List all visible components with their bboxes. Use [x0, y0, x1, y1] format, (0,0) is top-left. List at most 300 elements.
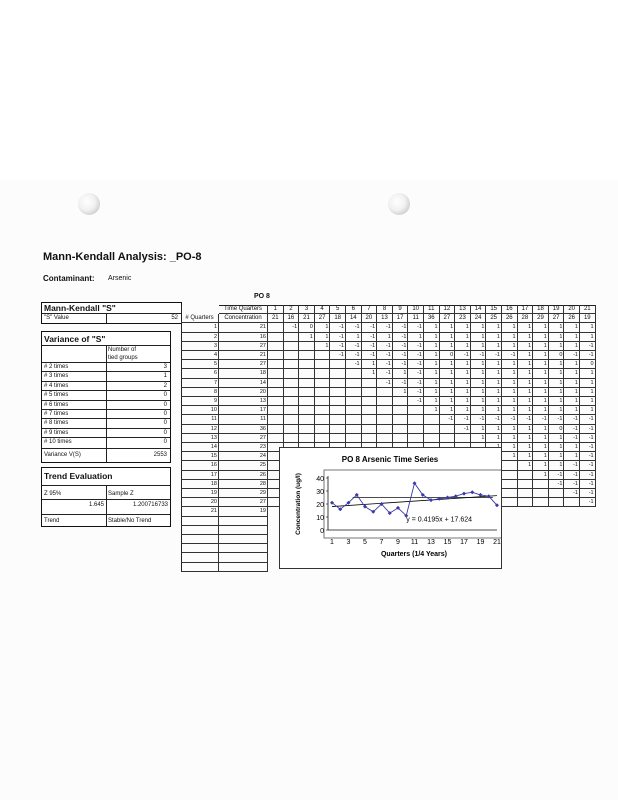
comparison-cell	[346, 406, 362, 415]
comparison-cell: 1	[580, 406, 596, 415]
mann-kendall-s-box	[41, 302, 182, 324]
concentration-cell: 26	[219, 471, 268, 480]
variance-row-value: 0	[163, 392, 167, 399]
comparison-cell: 1	[486, 369, 502, 378]
comparison-cell	[315, 425, 331, 434]
quarter-number-cell: 6	[181, 369, 219, 378]
chart-title: PO 8 Arsenic Time Series	[341, 455, 439, 464]
comparison-cell: -1	[580, 452, 596, 461]
variance-row-label: # 3 times	[44, 373, 69, 380]
quarter-number-cell: 7	[181, 379, 219, 388]
variance-row-label: # 6 times	[44, 401, 69, 408]
comparison-cell: 1	[315, 342, 331, 351]
comparison-cell	[268, 360, 284, 369]
comparison-cell	[377, 415, 393, 424]
comparison-cell: 1	[455, 379, 471, 388]
variance-value: 2553	[153, 452, 167, 458]
comparison-cell	[346, 415, 362, 424]
comparison-cell: 1	[518, 351, 534, 360]
comparison-cell: -1	[346, 360, 362, 369]
page-top-blank	[0, 0, 618, 180]
comparison-cell: 1	[502, 434, 518, 443]
comparison-cell: -1	[580, 425, 596, 434]
comparison-cell: 1	[533, 406, 549, 415]
comparison-cell	[377, 388, 393, 397]
s-value-label: "S" Value	[44, 315, 69, 321]
time-quarter-col-header: 12	[440, 305, 456, 314]
comparison-cell: 1	[564, 323, 580, 332]
concentration-col-header: 27	[315, 314, 331, 323]
well-label: PO 8	[254, 293, 270, 300]
comparison-cell	[299, 360, 315, 369]
concentration-col-header: 21	[268, 314, 284, 323]
comparison-cell: 1	[518, 369, 534, 378]
comparison-cell	[518, 489, 534, 498]
comparison-cell	[268, 379, 284, 388]
comparison-cell	[284, 351, 300, 360]
comparison-cell: -1	[408, 397, 424, 406]
comparison-cell: 1	[486, 406, 502, 415]
x-tick-label: 3	[346, 539, 351, 546]
comparison-cell: 1	[424, 323, 440, 332]
comparison-cell: -1	[564, 415, 580, 424]
comparison-cell	[362, 397, 378, 406]
chart-svg	[280, 448, 501, 568]
comparison-cell	[330, 406, 346, 415]
quarter-number-cell: 14	[181, 443, 219, 452]
concentration-cell: 27	[219, 360, 268, 369]
comparison-cell: -1	[377, 360, 393, 369]
trend-label: Trend	[44, 518, 60, 524]
comparison-cell	[315, 434, 331, 443]
comparison-cell: -1	[362, 342, 378, 351]
comparison-cell: 1	[471, 360, 487, 369]
concentration-cell: 36	[219, 425, 268, 434]
comparison-cell: 1	[440, 323, 456, 332]
comparison-cell: -1	[549, 415, 565, 424]
comparison-cell: 1	[455, 333, 471, 342]
comparison-cell: 1	[440, 388, 456, 397]
trend-heading: Trend Evaluation	[44, 471, 113, 481]
comparison-cell	[408, 425, 424, 434]
comparison-cell: -1	[502, 351, 518, 360]
comparison-cell	[284, 342, 300, 351]
empty-row-cell	[219, 544, 268, 553]
punch-hole-right	[388, 193, 410, 215]
comparison-cell	[362, 379, 378, 388]
concentration-cell: 25	[219, 461, 268, 470]
concentration-cell: 16	[219, 333, 268, 342]
comparison-cell: 1	[533, 360, 549, 369]
comparison-cell	[299, 406, 315, 415]
comparison-cell: 1	[533, 471, 549, 480]
concentration-col-header: 27	[440, 314, 456, 323]
comparison-cell	[330, 369, 346, 378]
comparison-cell: 1	[502, 388, 518, 397]
comparison-cell	[268, 434, 284, 443]
comparison-cell: 1	[564, 369, 580, 378]
comparison-cell	[346, 379, 362, 388]
concentration-col-header: 28	[518, 314, 534, 323]
variance-row-value: 0	[163, 401, 167, 408]
comparison-cell: 1	[549, 397, 565, 406]
empty-row-cell	[219, 535, 268, 544]
comparison-cell	[362, 406, 378, 415]
comparison-cell: -1	[564, 471, 580, 480]
comparison-cell	[408, 434, 424, 443]
comparison-cell: -1	[564, 351, 580, 360]
comparison-cell	[362, 434, 378, 443]
concentration-cell: 24	[219, 452, 268, 461]
x-tick-label: 9	[396, 539, 400, 546]
comparison-cell	[268, 351, 284, 360]
comparison-cell: -1	[580, 489, 596, 498]
comparison-cell	[315, 360, 331, 369]
y-tick-label: 10	[316, 515, 324, 522]
concentration-col-header: 11	[408, 314, 424, 323]
quarter-number-cell: 13	[181, 434, 219, 443]
comparison-cell: -1	[455, 351, 471, 360]
comparison-cell: 1	[518, 388, 534, 397]
comparison-cell: 1	[471, 342, 487, 351]
comparison-cell	[393, 425, 409, 434]
comparison-cell: -1	[362, 333, 378, 342]
quarter-number-cell: 12	[181, 425, 219, 434]
comparison-cell: 1	[455, 360, 471, 369]
comparison-cell: -1	[346, 351, 362, 360]
comparison-cell	[533, 480, 549, 489]
comparison-cell	[330, 434, 346, 443]
s-value: 52	[171, 315, 178, 321]
comparison-cell: 1	[564, 379, 580, 388]
quarter-number-cell: 19	[181, 489, 219, 498]
comparison-cell: 1	[564, 360, 580, 369]
comparison-cell: 1	[533, 397, 549, 406]
comparison-cell: 1	[533, 379, 549, 388]
empty-row-cell	[181, 553, 219, 562]
quarter-number-cell: 9	[181, 397, 219, 406]
variance-row-value: 0	[163, 439, 167, 446]
comparison-cell: 1	[486, 342, 502, 351]
comparison-cell	[502, 489, 518, 498]
comparison-cell: -1	[580, 480, 596, 489]
comparison-cell	[315, 369, 331, 378]
sample-z-value: 1.200716733	[132, 502, 168, 508]
comparison-cell	[440, 434, 456, 443]
quarter-number-cell: 18	[181, 480, 219, 489]
comparison-cell	[502, 461, 518, 470]
concentration-col-header: 36	[424, 314, 440, 323]
comparison-cell	[377, 425, 393, 434]
comparison-cell: 1	[486, 434, 502, 443]
x-tick-label: 1	[330, 539, 334, 546]
comparison-cell: 1	[455, 406, 471, 415]
comparison-cell: 1	[455, 388, 471, 397]
comparison-cell	[299, 415, 315, 424]
x-tick-label: 11	[410, 539, 419, 546]
trend-evaluation-box	[41, 467, 171, 527]
comparison-cell: 1	[518, 397, 534, 406]
concentration-cell: 11	[219, 415, 268, 424]
concentration-col-header: 16	[284, 314, 300, 323]
comparison-cell: 1	[549, 360, 565, 369]
comparison-cell: 1	[424, 360, 440, 369]
comparison-cell: 1	[533, 452, 549, 461]
time-quarter-col-header: 4	[315, 305, 331, 314]
comparison-cell	[346, 388, 362, 397]
comparison-cell: 1	[564, 397, 580, 406]
comparison-cell: 1	[471, 379, 487, 388]
comparison-cell	[393, 415, 409, 424]
comparison-cell: 1	[533, 461, 549, 470]
comparison-cell: -1	[533, 415, 549, 424]
comparison-cell	[268, 425, 284, 434]
comparison-cell	[533, 489, 549, 498]
time-quarter-col-header: 3	[299, 305, 315, 314]
comparison-cell: -1	[549, 480, 565, 489]
concentration-col-header: 23	[455, 314, 471, 323]
comparison-cell: 1	[533, 333, 549, 342]
concentration-col-header: 18	[330, 314, 346, 323]
comparison-cell: 1	[549, 461, 565, 470]
empty-row-cell	[181, 563, 219, 572]
x-tick-label: 19	[476, 539, 485, 546]
sample-z-label: Sample Z	[108, 491, 134, 497]
comparison-cell	[377, 434, 393, 443]
comparison-cell	[315, 379, 331, 388]
comparison-cell	[299, 434, 315, 443]
comparison-cell: 1	[502, 443, 518, 452]
comparison-cell: 1	[518, 425, 534, 434]
time-quarter-col-header: 6	[346, 305, 362, 314]
comparison-cell	[393, 434, 409, 443]
concentration-cell: 27	[219, 498, 268, 507]
comparison-cell: -1	[377, 323, 393, 332]
comparison-cell	[284, 388, 300, 397]
comparison-cell: -1	[408, 379, 424, 388]
comparison-cell: 1	[549, 388, 565, 397]
concentration-cell: 21	[219, 323, 268, 332]
comparison-cell: 1	[424, 397, 440, 406]
comparison-cell: -1	[330, 323, 346, 332]
comparison-cell: -1	[580, 498, 596, 507]
concentration-col-header: 26	[502, 314, 518, 323]
comparison-cell	[315, 388, 331, 397]
comparison-cell: 1	[533, 342, 549, 351]
comparison-cell: -1	[486, 351, 502, 360]
comparison-cell	[424, 425, 440, 434]
comparison-cell: 1	[424, 351, 440, 360]
empty-row-cell	[181, 535, 219, 544]
comparison-cell: 1	[486, 388, 502, 397]
comparison-cell: 1	[455, 397, 471, 406]
comparison-cell: 1	[486, 425, 502, 434]
comparison-cell: 1	[518, 406, 534, 415]
comparison-cell: -1	[580, 415, 596, 424]
comparison-cell: 1	[533, 443, 549, 452]
comparison-cell: -1	[408, 323, 424, 332]
comparison-cell: 1	[549, 323, 565, 332]
comparison-cell	[346, 434, 362, 443]
comparison-cell: 1	[518, 360, 534, 369]
trendline-equation: y = 0.4195x + 17.624	[406, 516, 473, 524]
quarter-number-cell: 3	[181, 342, 219, 351]
concentration-cell: 27	[219, 342, 268, 351]
quarter-number-cell: 21	[181, 507, 219, 516]
comparison-cell: 1	[549, 369, 565, 378]
time-quarter-col-header: 18	[533, 305, 549, 314]
plot-area-frame	[324, 470, 501, 538]
comparison-cell: -1	[330, 342, 346, 351]
comparison-cell: -1	[440, 415, 456, 424]
comparison-cell: 1	[440, 342, 456, 351]
comparison-cell: 1	[564, 406, 580, 415]
comparison-cell: 1	[424, 406, 440, 415]
comparison-cell	[330, 379, 346, 388]
comparison-cell: 0	[299, 323, 315, 332]
page-title: Mann-Kendall Analysis: _PO-8	[43, 251, 202, 263]
tied-header-1: Number of	[108, 347, 137, 353]
comparison-cell: -1	[393, 333, 409, 342]
comparison-cell: 1	[408, 333, 424, 342]
empty-row-cell	[219, 553, 268, 562]
comparison-cell	[533, 498, 549, 507]
comparison-cell: -1	[393, 351, 409, 360]
comparison-cell: 1	[440, 379, 456, 388]
variance-row-value: 0	[163, 411, 167, 417]
time-quarter-col-header: 1	[268, 305, 284, 314]
comparison-cell: 1	[502, 425, 518, 434]
comparison-cell: 1	[564, 333, 580, 342]
comparison-cell: 1	[518, 452, 534, 461]
comparison-cell: -1	[580, 443, 596, 452]
comparison-cell: 1	[549, 379, 565, 388]
comparison-cell	[424, 415, 440, 424]
comparison-cell: 1	[362, 360, 378, 369]
comparison-cell	[362, 425, 378, 434]
comparison-cell	[268, 397, 284, 406]
concentration-cell: 19	[219, 507, 268, 516]
comparison-cell	[330, 397, 346, 406]
comparison-cell	[377, 406, 393, 415]
comparison-cell: 1	[502, 369, 518, 378]
comparison-cell: 1	[549, 333, 565, 342]
comparison-cell: 1	[362, 369, 378, 378]
time-quarter-col-header: 17	[518, 305, 534, 314]
comparison-cell	[268, 415, 284, 424]
comparison-cell	[518, 471, 534, 480]
comparison-cell	[284, 369, 300, 378]
comparison-cell: 1	[440, 406, 456, 415]
comparison-cell: 1	[502, 342, 518, 351]
concentration-cell: 14	[219, 379, 268, 388]
comparison-cell: 1	[393, 388, 409, 397]
comparison-cell: -1	[564, 425, 580, 434]
trend-value: Stable/No Trend	[108, 518, 152, 524]
comparison-cell: -1	[580, 351, 596, 360]
concentration-cell: 27	[219, 434, 268, 443]
comparison-cell: 1	[580, 323, 596, 332]
comparison-cell: -1	[362, 351, 378, 360]
comparison-cell	[549, 489, 565, 498]
comparison-cell	[408, 406, 424, 415]
comparison-cell	[346, 369, 362, 378]
comparison-cell: -1	[330, 333, 346, 342]
comparison-cell	[362, 415, 378, 424]
comparison-cell	[549, 498, 565, 507]
comparison-cell: 1	[580, 388, 596, 397]
comparison-cell: 1	[580, 397, 596, 406]
comparison-cell	[564, 498, 580, 507]
comparison-cell: 1	[502, 379, 518, 388]
comparison-cell: 1	[564, 388, 580, 397]
comparison-cell: 1	[440, 360, 456, 369]
time-quarter-col-header: 10	[408, 305, 424, 314]
comparison-cell	[408, 415, 424, 424]
concentration-col-header: 14	[346, 314, 362, 323]
comparison-cell: 1	[424, 342, 440, 351]
comparison-cell: 1	[502, 397, 518, 406]
comparison-cell: 0	[549, 351, 565, 360]
comparison-cell: 1	[502, 323, 518, 332]
variance-row-value: 1	[163, 373, 167, 380]
comparison-cell: -1	[564, 480, 580, 489]
x-tick-label: 13	[427, 539, 435, 546]
empty-row-cell	[181, 544, 219, 553]
y-tick-label: 30	[316, 489, 324, 496]
quarter-number-cell: 15	[181, 452, 219, 461]
comparison-cell	[393, 406, 409, 415]
quarter-number-cell: 1	[181, 323, 219, 332]
comparison-cell	[268, 323, 284, 332]
time-quarter-col-header: 14	[471, 305, 487, 314]
comparison-cell: -1	[377, 351, 393, 360]
comparison-cell: 1	[518, 379, 534, 388]
comparison-cell: 1	[518, 434, 534, 443]
comparison-cell: -1	[580, 434, 596, 443]
time-quarter-col-header: 2	[284, 305, 300, 314]
time-series-chart	[279, 447, 502, 569]
empty-row-cell	[219, 517, 268, 526]
comparison-cell	[268, 369, 284, 378]
comparison-cell: -1	[471, 415, 487, 424]
comparison-cell: 1	[471, 388, 487, 397]
x-tick-label: 5	[363, 539, 367, 546]
concentration-col-header: 25	[486, 314, 502, 323]
comparison-cell: 0	[580, 360, 596, 369]
comparison-cell	[299, 425, 315, 434]
comparison-cell: 1	[377, 333, 393, 342]
comparison-cell: 1	[564, 443, 580, 452]
comparison-cell: 1	[471, 333, 487, 342]
quarter-number-cell: 2	[181, 333, 219, 342]
z-label: Z 95%	[44, 491, 62, 497]
time-quarter-col-header: 8	[377, 305, 393, 314]
comparison-cell: -1	[408, 369, 424, 378]
comparison-cell	[346, 425, 362, 434]
variance-row-label: # 9 times	[44, 429, 69, 436]
time-quarter-col-header: 21	[580, 305, 596, 314]
comparison-cell	[330, 425, 346, 434]
variance-box	[41, 331, 171, 463]
empty-row-cell	[181, 526, 219, 535]
time-quarter-col-header: 11	[424, 305, 440, 314]
empty-row-cell	[219, 563, 268, 572]
comparison-cell: 1	[486, 360, 502, 369]
comparison-cell: 1	[533, 369, 549, 378]
comparison-cell	[502, 480, 518, 489]
comparison-cell: -1	[408, 351, 424, 360]
